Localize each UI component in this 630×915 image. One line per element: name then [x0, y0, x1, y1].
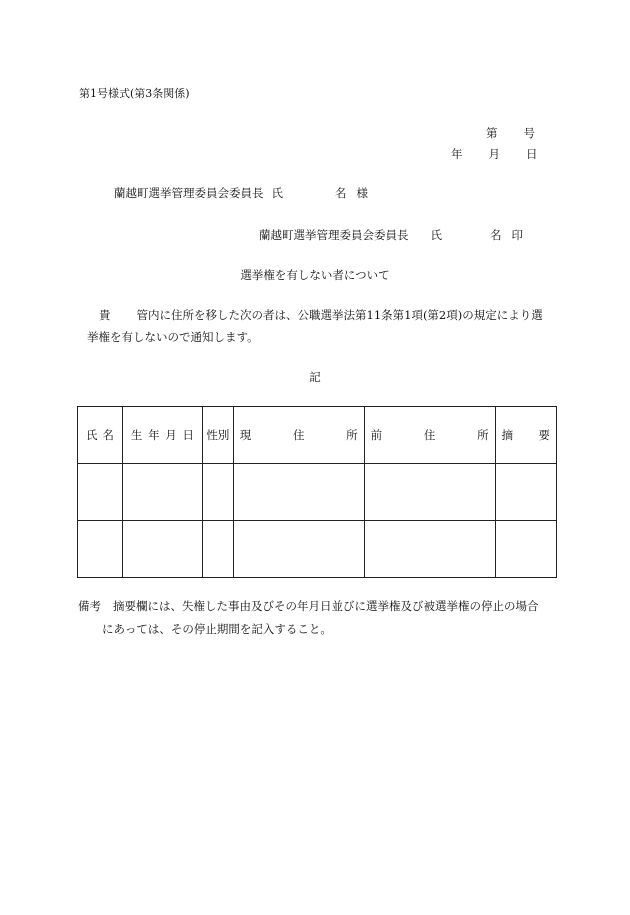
addressee-sama: 様: [356, 186, 368, 200]
table-header-row: [78, 407, 557, 464]
date-day: 日: [526, 147, 538, 161]
body-line-2: 挙権を有しないので通知します。: [87, 330, 259, 344]
date-year: 年: [451, 147, 463, 161]
cell-previous-address[interactable]: [364, 521, 495, 578]
remark-line-2: にあっては、その停止期間を記入すること。: [102, 622, 332, 636]
sender-mei: 名: [490, 228, 502, 242]
date-month: 月: [488, 147, 500, 161]
cell-remarks[interactable]: [495, 521, 556, 578]
header-birthdate: 生 年 月 日: [122, 407, 202, 464]
header-current-address: 現 住 所: [233, 407, 364, 464]
sender-line: [259, 230, 523, 242]
document-subject: 選挙権を有しない者について: [240, 268, 390, 282]
number-dai: 第: [486, 126, 498, 140]
sender-title: 蘭越町選挙管理委員会委員長: [259, 228, 409, 242]
cell-name[interactable]: [78, 521, 123, 578]
remark-heading: 備考: [78, 599, 101, 613]
voter-table: [77, 406, 557, 578]
table-row: [78, 521, 557, 578]
header-previous-address: 前 住 所: [364, 407, 495, 464]
cell-previous-address[interactable]: [364, 464, 495, 521]
ki-heading: 記: [309, 370, 321, 384]
date-line: [451, 149, 538, 161]
addressee-shi: 氏: [271, 186, 283, 200]
sender-shi: 氏: [430, 228, 442, 242]
body-text-1: 管内に住所を移した次の者は、公職選挙法第11条第1項(第2項)の規定により選: [136, 308, 543, 322]
body-honorific: 貴: [99, 308, 111, 322]
addressee-line: [114, 188, 368, 200]
addressee-mei: 名: [335, 186, 347, 200]
header-name: 氏 名: [78, 407, 123, 464]
table-row: [78, 464, 557, 521]
sender-seal: 印: [511, 228, 523, 242]
cell-sex[interactable]: [203, 464, 234, 521]
cell-sex[interactable]: [203, 521, 234, 578]
cell-current-address[interactable]: [233, 521, 364, 578]
body-line-1: [99, 310, 543, 322]
form-number-label: 第1号様式(第3条関係): [79, 87, 190, 100]
cell-current-address[interactable]: [233, 464, 364, 521]
document-number-line: [486, 128, 535, 140]
header-remarks: 摘 要: [495, 407, 556, 464]
cell-remarks[interactable]: [495, 464, 556, 521]
cell-name[interactable]: [78, 464, 123, 521]
number-go: 号: [523, 126, 535, 140]
header-sex: 性別: [203, 407, 234, 464]
cell-birthdate[interactable]: [122, 521, 202, 578]
cell-birthdate[interactable]: [122, 464, 202, 521]
remark-text-1: 摘要欄には、失権した事由及びその年月日並びに選挙権及び被選挙権の停止の場合: [113, 599, 539, 613]
remark-line-1: [78, 601, 539, 613]
addressee-title: 蘭越町選挙管理委員会委員長: [114, 186, 264, 200]
